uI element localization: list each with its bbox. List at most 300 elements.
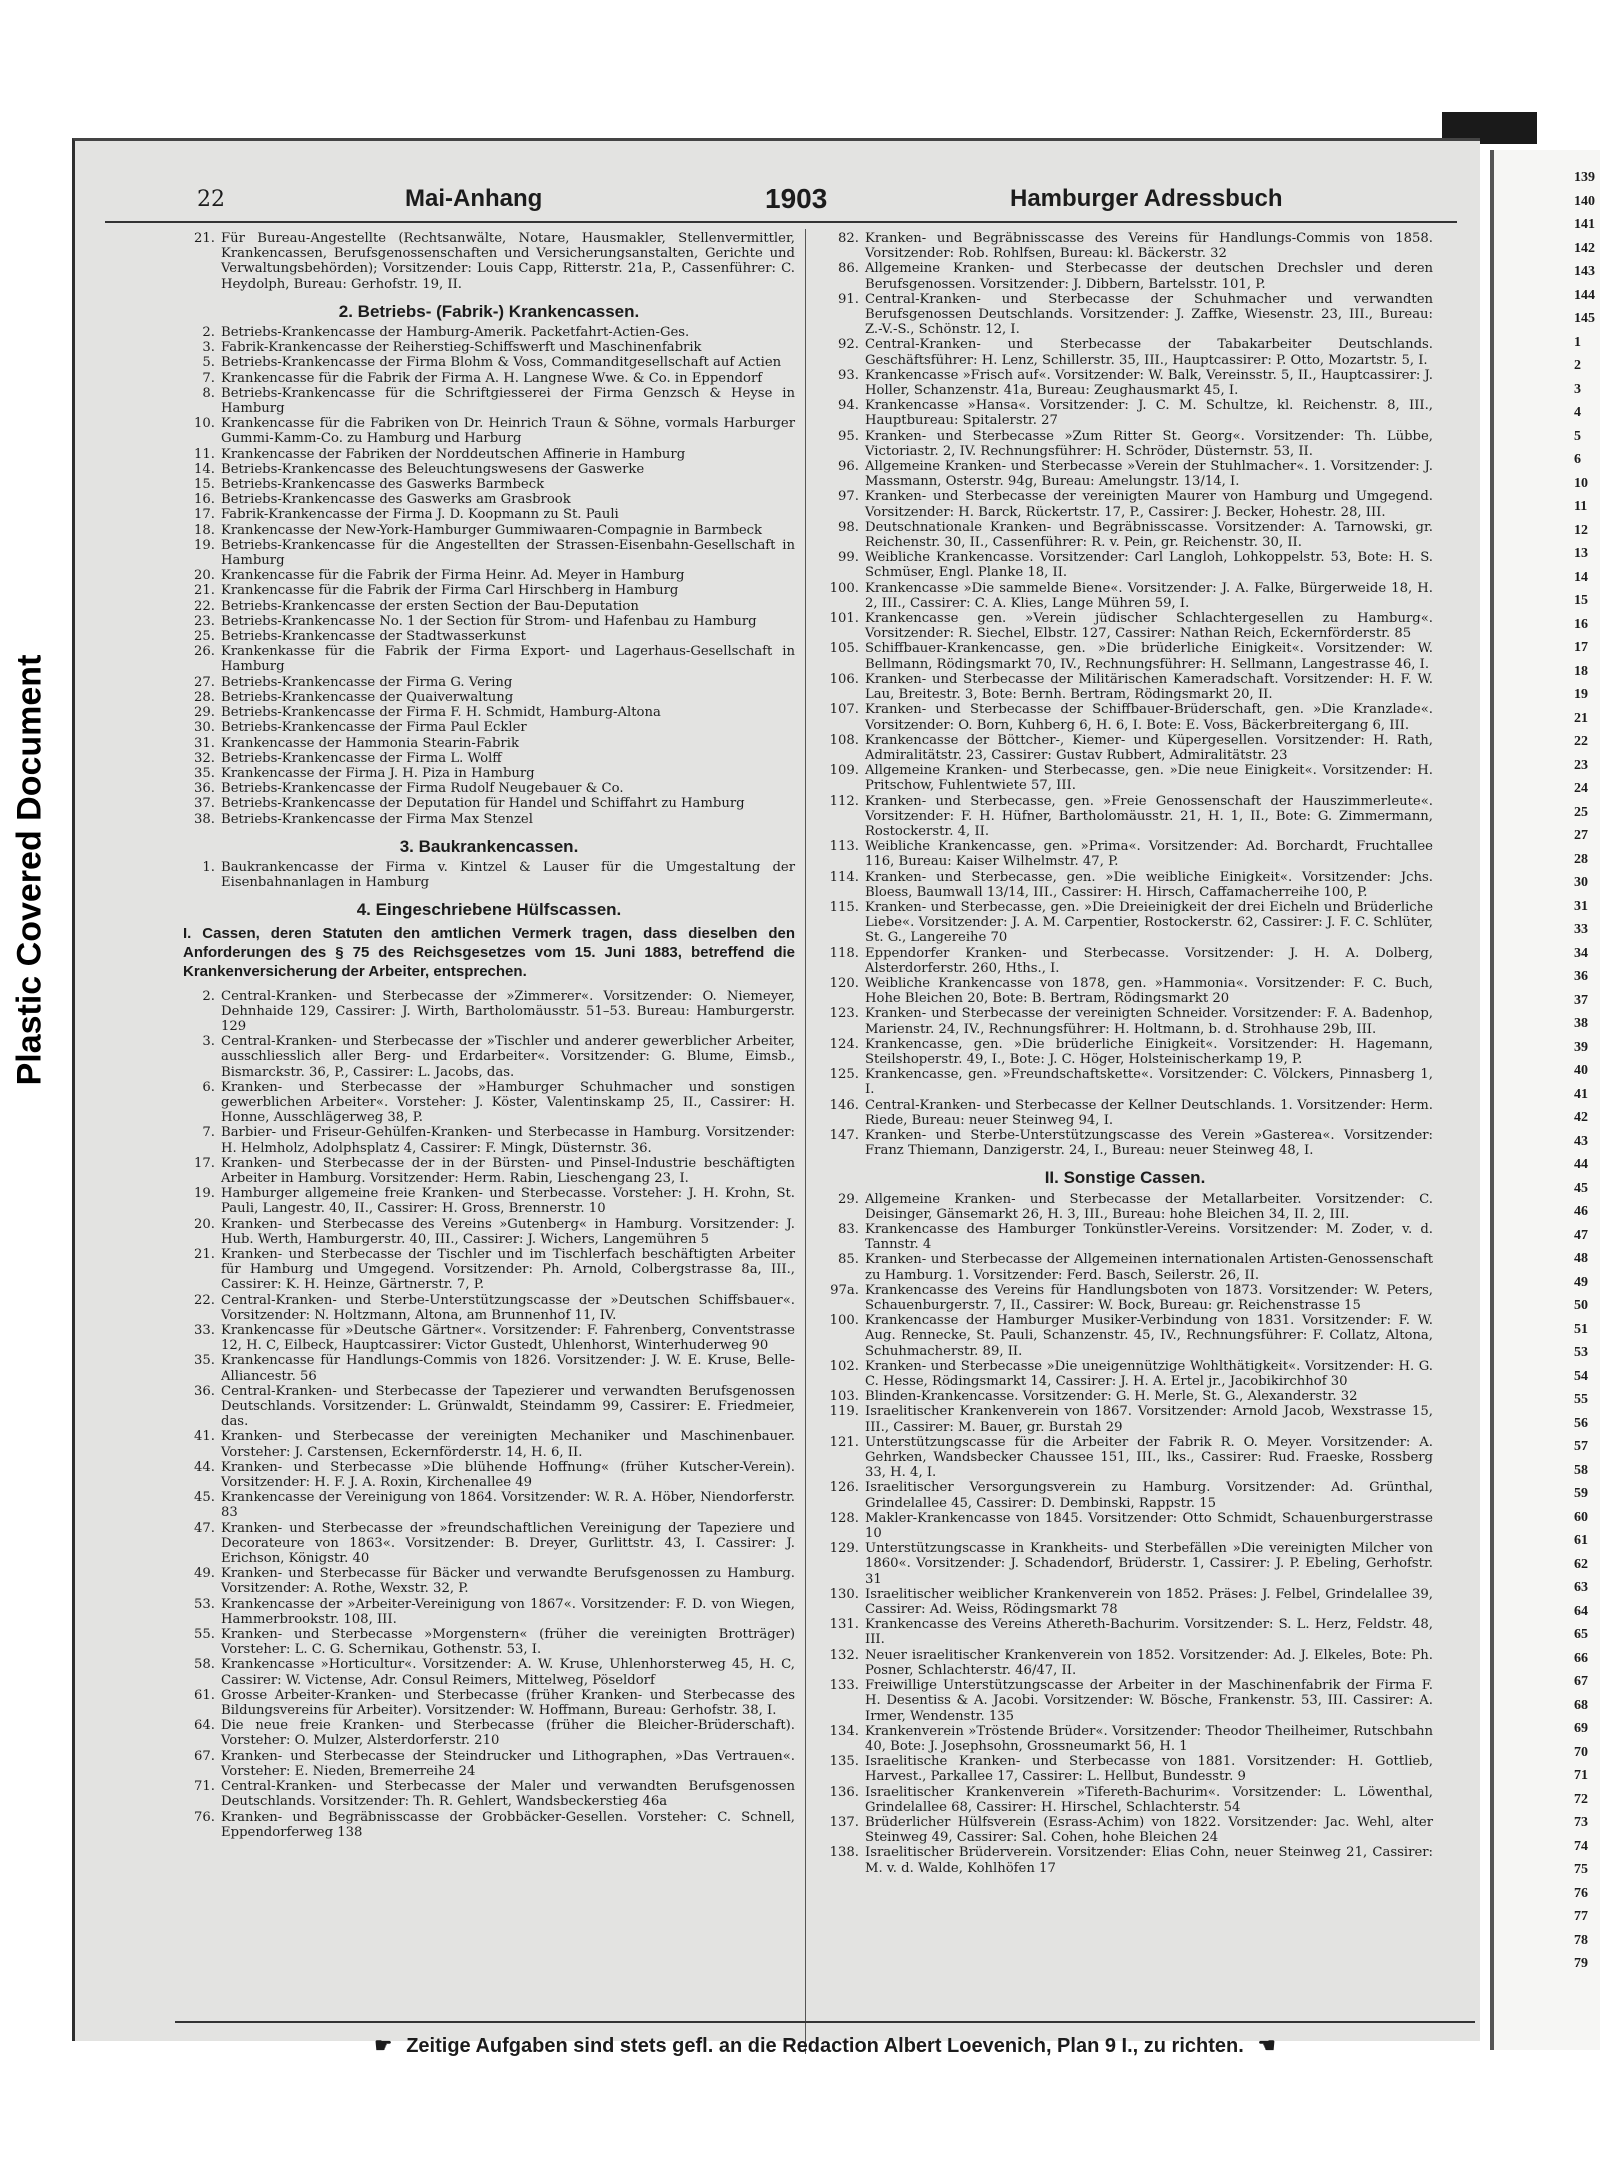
- entry-number: 14.: [194, 461, 215, 477]
- entry: [183, 1718, 795, 1748]
- entry-number: 93.: [838, 367, 859, 383]
- pointing-hand-icon: ☛: [374, 2035, 393, 2057]
- entry-number: 22.: [194, 598, 215, 614]
- entry-number: 138.: [829, 1845, 859, 1861]
- entry-text: Krankencasse für die Fabrik der Firma Carl Hirschberg in Hamburg: [221, 583, 679, 599]
- margin-number: 21: [1574, 710, 1588, 726]
- entry-text: Blinden-Krankencasse. Vorsitzender: G. H. Merle, St. G., Alexanderstr. 32: [865, 1389, 1358, 1405]
- entry-number: 53.: [194, 1596, 215, 1612]
- entry: [817, 1845, 1433, 1875]
- entry-number: 58.: [194, 1657, 215, 1673]
- entry: [817, 231, 1433, 261]
- entry: [183, 1384, 795, 1430]
- entry: [183, 462, 795, 477]
- entry-text: Kranken- und Sterbecasse, gen. »Die weibliche Einigkeit«. Vorsitzender: Jchs. Bloess, Baumwall 13/14, III., Cassirer: H. Hirsch, Caffamacherreihe 100, P.: [865, 869, 1433, 900]
- entry-number: 26.: [194, 644, 215, 660]
- book-title: Hamburger Adressbuch: [1010, 185, 1283, 212]
- entry-number: 17.: [194, 1155, 215, 1171]
- year: 1903: [765, 183, 828, 214]
- margin-number: 1: [1574, 334, 1581, 350]
- entry-text: Kranken- und Sterbecasse der »Hamburger Schuhmacher und sonstigen gewerblichen Arbeiter«. Vorsteher: J. Köster, Valentinskamp 25, II., Cassirer: H. Honne, Ausschlägerweg 38, P.: [221, 1079, 795, 1126]
- entry: [817, 1724, 1433, 1754]
- entry-number: 37.: [194, 796, 215, 812]
- entry-text: Krankenkasse für die Fabrik der Firma Export- und Lagerhaus-Gesellschaft in Hamburg: [221, 644, 795, 675]
- entry-number: 97a.: [830, 1282, 859, 1298]
- entry-number: 33.: [194, 1323, 215, 1338]
- margin-number: 54: [1574, 1368, 1588, 1384]
- entry-text: Krankencasse der »Arbeiter-Vereinigung von 1867«. Vorsitzender: F. D. von Wiegen, Hammerbrookstr. 108, III.: [221, 1596, 795, 1627]
- entry-number: 10.: [194, 416, 215, 432]
- entry: [183, 325, 795, 340]
- entry-text: Betriebs-Krankencasse der Quaiverwaltung: [221, 689, 514, 705]
- entry: [817, 1480, 1433, 1510]
- margin-number: 12: [1574, 522, 1588, 538]
- entry-text: Kranken- und Sterbecasse für Bäcker und verwandte Berufsgenossen zu Hamburg. Vorsitzender: A. Rothe, Wexstr. 32, P.: [221, 1566, 795, 1597]
- entry-text: Freiwillige Unterstützungscasse der Arbeiter in der Maschinenfabrik der Firma F. H. Desentiss & A. Jacobi. Vorsitzender: W. Bösche, Frankenstr. 53, III. Cassirer: A. Irmer, Wendenstr. 135: [865, 1678, 1433, 1724]
- entry-number: 55.: [194, 1627, 215, 1643]
- side-label: [0, 610, 60, 1130]
- margin-number: 37: [1574, 992, 1588, 1008]
- margin-number: 55: [1574, 1392, 1588, 1407]
- entry: [183, 1293, 795, 1323]
- margin-number: 15: [1574, 593, 1588, 608]
- entry-number: 19.: [194, 1186, 215, 1202]
- entry: [817, 368, 1433, 398]
- margin-number: 40: [1574, 1063, 1588, 1078]
- margin-number: 42: [1574, 1110, 1588, 1125]
- margin-number: 16: [1574, 616, 1588, 632]
- entry-text: Israelitischer Brüderverein. Vorsitzender: Elias Cohn, neuer Steinweg 21, Cassirer: M. v. d. Walde, Kohlhöfen 17: [865, 1845, 1433, 1876]
- entry: [183, 492, 795, 507]
- entry-text: Israelitischer weiblicher Krankenverein von 1852. Präses: J. Felbel, Grindelallee 39, Cassirer: Ad. Weiss, Rödingsmarkt 78: [865, 1586, 1433, 1618]
- entry-number: 96.: [838, 459, 859, 475]
- entry: [817, 1754, 1433, 1784]
- margin-number: 46: [1574, 1204, 1588, 1219]
- entry-text: Allgemeine Kranken- und Sterbecasse »Verein der Stuhlmacher«. 1. Vorsitzender: J. Massmann, Osterstr. 94g, Bureau: Amelungstr. 13/14, I.: [865, 459, 1433, 490]
- entry: [183, 477, 795, 492]
- entry-number: 123.: [829, 1006, 859, 1022]
- margin-number: 77: [1574, 1909, 1588, 1924]
- entry-text: Central-Kranken- und Sterbecasse der Tabakarbeiter Deutschlands. Geschäftsführer: H. Lenz, Schillerstr. 35, III., Hauptcassirer: P. Otto, Mozartstr. 5, I.: [865, 337, 1433, 368]
- entry-text: Kranken- und Sterbecasse der Militärischen Kameradschaft. Vorsitzender: H. F. W. Lau, Breitestr. 3, Bote: Bernh. Bertram, Rödingsmarkt 20, II.: [865, 671, 1433, 703]
- entry: [183, 629, 795, 644]
- entry-text: Krankencasse für Handlungs-Commis von 1826. Vorsitzender: J. W. E. Kruse, Belle-Alliancestr. 56: [221, 1353, 795, 1384]
- entry-text: Israelitischer Versorgungsverein zu Hamburg. Vorsitzender: Ad. Grünthal, Grindelallee 45, Cassirer: D. Dembinski, Rappstr. 15: [865, 1480, 1433, 1511]
- entry-text: Krankencasse der Vereinigung von 1864. Vorsitzender: W. R. A. Höber, Niendorferstr. 83: [221, 1490, 795, 1521]
- margin-number: 79: [1574, 1956, 1588, 1971]
- margin-number: 41: [1574, 1086, 1588, 1102]
- entry: [183, 1490, 795, 1520]
- entry-text: Betriebs-Krankencasse der Firma Rudolf Neugebauer & Co.: [221, 781, 624, 797]
- entry-number: 67.: [194, 1748, 215, 1764]
- footer-text: Zeitige Aufgaben sind stets gefl. an die Redaction Albert Loevenich, Plan 9 I., zu richten.: [406, 2035, 1244, 2057]
- left-column: [183, 231, 795, 1840]
- entry-text: Betriebs-Krankencasse No. 1 der Section für Strom- und Hafenbau zu Hamburg: [221, 613, 757, 629]
- entry: [817, 1359, 1433, 1389]
- entry-text: Kranken- und Sterbecasse »Zum Ritter St. Georg«. Vorsitzender: Th. Lübbe, Victoriastr. 2, IV. Rechnungsführer: H. Schröder, Düsternstr. 53, II.: [865, 428, 1433, 459]
- entry-text: Betriebs-Krankencasse des Gaswerks am Grasbrook: [221, 492, 571, 508]
- margin-number: 11: [1574, 499, 1588, 514]
- entry-number: 44.: [194, 1459, 215, 1475]
- entry: [817, 1815, 1433, 1845]
- entry-number: 99.: [838, 550, 859, 566]
- entry: [817, 1037, 1433, 1067]
- entry-text: Kranken- und Sterbecasse »Die uneigennützige Wohlthätigkeit«. Vorsitzender: H. G. C. Hesse, Rödingsmarkt 14, Cassirer: J. H. A. Ertel jr., Jacobikirchhof 30: [865, 1358, 1433, 1390]
- page-number: 22: [197, 187, 225, 212]
- entry-number: 137.: [829, 1814, 859, 1830]
- section-4-intro: I. Cassen, deren Statuten den amtlichen Vermerk tragen, dass dieselben den Anforderungen des § 75 des Reichsgesetzes vom 15. Juni 1883, betreffend die Krankenversicherung der Arbeiter, entsprechen.: [183, 924, 795, 980]
- entry: [817, 1541, 1433, 1587]
- entry: [183, 599, 795, 614]
- entry-text: Betriebs-Krankencasse der Firma Paul Eckler: [221, 720, 527, 736]
- entry-number: 15.: [194, 477, 215, 493]
- margin-number: 24: [1574, 781, 1588, 796]
- section-title: Mai-Anhang: [405, 185, 543, 212]
- entry-text: Makler-Krankencasse von 1845. Vorsitzender: Otto Schmidt, Schauenburgerstrasse 10: [865, 1510, 1433, 1542]
- entry: [817, 763, 1433, 793]
- page-header: [105, 181, 1457, 223]
- entry: [817, 1511, 1433, 1541]
- entry-text: Central-Kranken- und Sterbe-Unterstützungscasse der »Deutschen Schiffsbauer«. Vorsitzender: N. Holtzmann, Altona, am Brunnenhof 11, IV.: [221, 1292, 795, 1323]
- entry-text: Kranken- und Sterbecasse der Steindrucker und Lithographen, »Das Vertrauen«. Vorsteher: E. Nieden, Bremerreihe 24: [221, 1748, 795, 1779]
- entry: [817, 1435, 1433, 1481]
- entry: [817, 1098, 1433, 1128]
- margin-number: 73: [1574, 1815, 1588, 1830]
- entry: [817, 550, 1433, 580]
- margin-number: 14: [1574, 569, 1588, 585]
- margin-number: 68: [1574, 1697, 1588, 1713]
- entry-number: 91.: [838, 291, 859, 307]
- entry: [817, 1252, 1433, 1282]
- margin-number: 62: [1574, 1556, 1588, 1572]
- entry-number: 20.: [194, 568, 215, 584]
- entry: [817, 870, 1433, 900]
- section-heading-4: 4. Eingeschriebene Hülfscassen.: [356, 900, 622, 920]
- margin-number: 39: [1574, 1039, 1588, 1055]
- margin-number: 28: [1574, 851, 1588, 867]
- entry: [183, 231, 795, 292]
- entry: [817, 794, 1433, 840]
- entry-text: Krankencasse »Frisch auf«. Vorsitzender: W. Balk, Vereinsstr. 5, II., Hauptcassirer: J. Holler, Schanzenstr. 41a, Bureau: Zeughausmarkt 45, I.: [865, 367, 1433, 399]
- entry-text: Israelitische Kranken- und Sterbecasse von 1881. Vorsitzender: H. Gottlieb, Harvest., Parkallee 17, Cassirer: L. Hellbut, Bundesstr. 9: [865, 1754, 1433, 1785]
- entry-text: Betriebs-Krankencasse der Firma F. H. Schmidt, Hamburg-Altona: [221, 705, 661, 721]
- entry-number: 35.: [194, 1353, 215, 1369]
- entry: [183, 1460, 795, 1490]
- entry-text: Krankencasse, gen. »Die brüderliche Einigkeit«. Vorsitzender: H. Hagemann, Steilshoperstr. 49, I., Bote: J. C. Höger, Holsteinischerkamp 19, P.: [865, 1036, 1433, 1067]
- entry: [183, 1156, 795, 1186]
- entry: [817, 1283, 1433, 1313]
- entry-number: 7.: [202, 1125, 215, 1141]
- margin-number: 144: [1574, 287, 1595, 303]
- entry-number: 25.: [194, 629, 215, 645]
- margin-number: 145: [1574, 311, 1595, 326]
- entry-number: 41.: [194, 1429, 215, 1445]
- entry-text: Central-Kranken- und Sterbecasse der Kellner Deutschlands. 1. Vorsitzender: Herm. Riede, Bureau: neuer Steinweg 94, I.: [865, 1097, 1433, 1128]
- entry: [183, 1429, 795, 1459]
- entry: [817, 1006, 1433, 1036]
- margin-number: 63: [1574, 1580, 1588, 1595]
- margin-number: 19: [1574, 687, 1588, 702]
- entry: [817, 733, 1433, 763]
- margin-number: 141: [1574, 217, 1595, 232]
- entry-number: 109.: [829, 763, 859, 779]
- margin-number: 139: [1574, 170, 1595, 185]
- entry-number: 118.: [829, 945, 859, 961]
- entry: [817, 1785, 1433, 1815]
- entry-number: 76.: [194, 1809, 215, 1825]
- entry-text: Central-Kranken- und Sterbecasse der »Tischler und anderer gewerblicher Arbeiter, ausschliesslich aller Berg- und Erdarbeiter«. Vorsitzender: G. Blume, Eimsb., Bismarckstr. 36, P., Cassirer: L. Jacobs, das.: [221, 1034, 795, 1080]
- entry-number: 18.: [194, 522, 215, 538]
- entry-number: 114.: [829, 869, 859, 885]
- entry: [817, 520, 1433, 550]
- entry-number: 3.: [202, 1034, 215, 1050]
- pointing-hand-icon: ☚: [1257, 2035, 1276, 2057]
- entry-text: Krankenverein »Tröstende Brüder«. Vorsitzender: Theodor Theilheimer, Rutschbahn 40, Bote: J. Josephsohn, Grossneumarkt 56, H. 1: [865, 1723, 1433, 1754]
- margin-number: 38: [1574, 1016, 1588, 1031]
- entry: [817, 1678, 1433, 1724]
- margin-number: 27: [1574, 828, 1588, 843]
- entry: [817, 946, 1433, 976]
- entry-text: Central-Kranken- und Sterbecasse der Maler und verwandten Berufsgenossen Deutschlands. Vorsitzender: Th. R. Gehlert, Wandsbeckerstieg 46a: [221, 1779, 795, 1810]
- entry-text: Brüderlicher Hülfsverein (Esrass-Achim) von 1822. Vorsitzender: Jac. Wehl, alter Steinweg 49, Cassirer: Sal. Cohen, hohe Bleichen 24: [865, 1814, 1433, 1846]
- margin-number: 74: [1574, 1838, 1588, 1854]
- entry-number: 100.: [829, 580, 859, 596]
- entry-number: 22.: [194, 1292, 215, 1308]
- entry-number: 61.: [194, 1687, 215, 1703]
- entry-number: 132.: [829, 1647, 859, 1663]
- section-heading-2: 2. Betriebs- (Fabrik-) Krankencassen.: [338, 301, 640, 321]
- entry-text: Allgemeine Kranken- und Sterbecasse der deutschen Drechsler und deren Berufsgenossen. Vorsitzender: J. Dibbern, Bartelsstr. 101, P.: [865, 261, 1433, 292]
- section-2-list: [183, 325, 795, 827]
- entry: [817, 261, 1433, 291]
- entry: [183, 614, 795, 629]
- margin-number: 72: [1574, 1791, 1588, 1807]
- entry: [183, 1749, 795, 1779]
- margin-number: 75: [1574, 1862, 1588, 1877]
- entry: [183, 416, 795, 446]
- entry-number: 120.: [829, 975, 859, 991]
- entry-text: Baukrankencasse der Firma v. Kintzel & Lauser für die Umgestaltung der Eisenbahnanlagen in Hamburg: [221, 859, 795, 891]
- margin-number: 59: [1574, 1486, 1588, 1501]
- margin-number: 143: [1574, 264, 1595, 279]
- entry: [817, 1067, 1433, 1097]
- entry-number: 135.: [829, 1754, 859, 1770]
- entry-text: Krankencasse »Die sammelde Biene«. Vorsitzender: J. A. Falke, Bürgerweide 18, H. 2, III., Cassirer: C. A. Klies, Lange Mühren 59, I.: [865, 580, 1433, 611]
- entry-text: Kranken- und Sterbecasse der in der Bürsten- und Pinsel-Industrie beschäftigten Arbeiter in Hamburg. Vorsitzender: Herm. Rabin, Lieschengang 23, I.: [221, 1155, 795, 1186]
- entry-number: 100.: [829, 1313, 859, 1329]
- entry: [817, 489, 1433, 519]
- document-page: [72, 138, 1480, 2057]
- entry-number: 147.: [829, 1127, 859, 1143]
- entry-number: 106.: [829, 671, 859, 687]
- entry: [817, 839, 1433, 869]
- entry-number: 1.: [202, 859, 215, 875]
- section-3-list: [183, 860, 795, 890]
- margin-number: 43: [1574, 1133, 1588, 1149]
- entry-number: 2.: [202, 325, 215, 341]
- entry: [183, 796, 795, 811]
- margin-number: 13: [1574, 546, 1588, 561]
- margin-number: 47: [1574, 1227, 1588, 1243]
- entry-number: 21.: [194, 231, 215, 246]
- entry-text: Krankencasse für »Deutsche Gärtner«. Vorsitzender: F. Fahrenberg, Conventstrasse 12, H. C, Eilbeck, Hauptcassirer: Victor Gustedt, Uhlenhorst, Winterhuderweg 90: [221, 1323, 795, 1354]
- entry-text: Unterstützungscasse in Krankheits- und Sterbefällen »Die vereinigten Milcher von 1860«. Vorsitzender: J. Schadendorf, Brüderstr. 1, Cassirer: J. P. Ebeling, Gerhofstr. 31: [865, 1541, 1433, 1587]
- adjacent-page-edge: [1490, 150, 1494, 2050]
- entry-number: 47.: [194, 1520, 215, 1536]
- page-content: [105, 181, 1457, 1876]
- entry-number: 16.: [194, 492, 215, 508]
- margin-number: 64: [1574, 1603, 1588, 1619]
- entry-text: Hamburger allgemeine freie Kranken- und Sterbecasse. Vorsteher: J. H. Krohn, St. Pauli, Langestr. 40, II., Cassirer: H. Gross, Brennerstr. 10: [221, 1186, 795, 1217]
- margin-number: 18: [1574, 663, 1588, 679]
- entry-number: 131.: [829, 1617, 859, 1633]
- entry: [817, 1222, 1433, 1252]
- entry: [183, 751, 795, 766]
- entry: [183, 371, 795, 386]
- entry-text: Weibliche Krankencasse von 1878, gen. »Hammonia«. Vorsitzender: F. C. Buch, Hohe Bleichen 20, Bote: B. Bertram, Rödingsmarkt 20: [865, 975, 1433, 1007]
- margin-number: 48: [1574, 1251, 1588, 1266]
- entry: [817, 672, 1433, 702]
- entry-number: 27.: [194, 674, 215, 690]
- entry-number: 82.: [838, 231, 859, 246]
- entry: [817, 611, 1433, 641]
- margin-number: 65: [1574, 1627, 1588, 1642]
- entry: [183, 507, 795, 522]
- entry-text: Betriebs-Krankencasse der Firma G. Vering: [221, 674, 513, 690]
- entry: [183, 705, 795, 720]
- entry: [183, 1217, 795, 1247]
- margin-number: 2: [1574, 358, 1581, 373]
- entry: [183, 568, 795, 583]
- margin-number: 66: [1574, 1650, 1588, 1666]
- entry: [183, 340, 795, 355]
- entry-number: 107.: [829, 702, 859, 718]
- margin-number: 56: [1574, 1415, 1588, 1431]
- margin-number: 3: [1574, 381, 1581, 397]
- entry-number: 8.: [202, 385, 215, 401]
- entry-number: 32.: [194, 750, 215, 766]
- entry-number: 121.: [829, 1434, 859, 1450]
- entry-number: 108.: [829, 732, 859, 748]
- entry-text: Allgemeine Kranken- und Sterbecasse, gen. »Die neue Einigkeit«. Vorsitzender: H. Pritschow, Fuhlentwiete 57, III.: [865, 763, 1433, 794]
- entry: [183, 644, 795, 674]
- entry: [183, 1080, 795, 1126]
- entry-number: 134.: [829, 1723, 859, 1739]
- right-column: [817, 231, 1433, 1876]
- entry-text: Eppendorfer Kranken- und Sterbecasse. Vorsitzender: J. H. A. Dolberg, Alsterdorferstr. 260, Hths., I.: [865, 945, 1433, 976]
- margin-number: 49: [1574, 1274, 1588, 1290]
- margin-number: 31: [1574, 898, 1588, 914]
- entry: [817, 1389, 1433, 1404]
- margin-number: 5: [1574, 428, 1581, 444]
- entry-text: Israelitischer Krankenverein »Tifereth-Bachurim«. Vorsitzender: L. Löwenthal, Grindelallee 68, Cassirer: H. Hirschel, Schlachterstr. 54: [865, 1784, 1433, 1815]
- entry-text: Kranken- und Sterbecasse, gen. »Die Dreieinigkeit der drei Eicheln und Brüderliche Liebe«. Vorsitzender: J. A. M. Carpentier, Rostockerstr. 62, Cassirer: J. F. C. Schlüter, St. G., Langereihe 70: [865, 899, 1433, 946]
- entry-number: 128.: [829, 1510, 859, 1526]
- entry: [183, 447, 795, 462]
- entry-text: Kranken- und Sterbecasse der »freundschaftlichen Vereinigung der Tapeziere und Decorateure von 1863«. Vorsitzender: B. Dreyer, Gurlittstr. 43, I. Cassirer: J. Erichson, Königstr. 40: [221, 1520, 795, 1567]
- section-heading-ii: II. Sonstige Cassen.: [1044, 1168, 1206, 1188]
- entry-number: 49.: [194, 1566, 215, 1582]
- entry-text: Weibliche Krankencasse. Vorsitzender: Carl Langloh, Lohkoppelstr. 53, Bote: H. S. Schmüser, Engl. Planke 18, II.: [865, 550, 1433, 581]
- entry-text: Krankencasse des Hamburger Tonkünstler-Vereins. Vorsitzender: M. Zoder, v. d. Tannstr. 4: [865, 1222, 1433, 1253]
- entry-number: 19.: [194, 537, 215, 553]
- entry: [817, 1587, 1433, 1617]
- entry-text: Neuer israelitischer Krankenverein von 1852. Vorsitzender: Ad. J. Elkeles, Bote: Ph. Posner, Schlachterstr. 46/47, II.: [865, 1647, 1433, 1678]
- entry-text: Fabrik-Krankencasse der Firma J. D. Koopmann zu St. Pauli: [221, 507, 619, 523]
- entry-text: Allgemeine Kranken- und Sterbecasse der Metallarbeiter. Vorsitzender: C. Deisinger, Gänsemarkt 26, H. 3, III., Bureau: hohe Bleichen 34, II. 2, III.: [865, 1191, 1433, 1222]
- entry: [183, 386, 795, 416]
- entry-text: Kranken- und Sterbecasse der vereinigten Maurer von Hamburg und Umgegend. Vorsitzender: H. Barck, Rückertstr. 17, P., Cassirer: J. Becker, Hohestr. 28, III.: [865, 489, 1433, 520]
- entry-text: Betriebs-Krankencasse der Deputation für Handel und Schiffahrt zu Hamburg: [221, 796, 745, 812]
- entry-number: 113.: [829, 839, 859, 855]
- entry-text: Krankencasse des Vereins für Handlungsboten von 1873. Vorsitzender: W. Peters, Schauenburgerstr. 7, II., Cassirer: W. Bock, Bureau: gr. Reichenstrasse 15: [865, 1282, 1433, 1314]
- entry-number: 21.: [194, 1246, 215, 1262]
- entry-number: 7.: [202, 370, 215, 386]
- margin-number: 53: [1574, 1345, 1588, 1360]
- entry: [817, 976, 1433, 1006]
- entry: [183, 1657, 795, 1687]
- entry: [817, 1648, 1433, 1678]
- margin-number: 71: [1574, 1768, 1588, 1783]
- entry-text: Kranken- und Sterbe-Unterstützungscasse des Verein »Gasterea«. Vorsitzender: Franz Thiemann, Danzigerstr. 24, I., Bureau: neuer Steinweg 48, I.: [865, 1127, 1433, 1159]
- entry-number: 29.: [194, 705, 215, 721]
- entry-text: Fabrik-Krankencasse der Reiherstieg-Schiffswerft und Maschinenfabrik: [221, 340, 702, 356]
- entry-number: 2.: [202, 988, 215, 1004]
- margin-number: 70: [1574, 1744, 1588, 1760]
- entry: [183, 1688, 795, 1718]
- margin-number: 36: [1574, 969, 1588, 984]
- entry-text: Kranken- und Sterbecasse, gen. »Freie Genossenschaft der Hauszimmerleute«. Vorsitzender: F. H. Hüfner, Bartholomäusstr. 21, H. 1, II., Bote: G. Zimmermann, Rostockerstr. 4, II.: [865, 793, 1433, 839]
- entry: [817, 292, 1433, 338]
- entry: [183, 720, 795, 735]
- entry-number: 136.: [829, 1784, 859, 1800]
- entry: [183, 1566, 795, 1596]
- entry: [817, 581, 1433, 611]
- entry: [183, 812, 795, 827]
- entry-text: Krankencasse für die Fabrik der Firma A. H. Langnese Wwe. & Co. in Eppendorf: [221, 370, 763, 386]
- entry-text: Krankencasse der Hamburger Musiker-Verbindung von 1831. Vorsitzender: F. W. Aug. Renneckе, St. Pauli, Schanzenstr. 45, IV., Rechnungsführer: F. Collatz, Altona, Schuhmacherstr. 89, II.: [865, 1313, 1433, 1359]
- margin-number: 10: [1574, 475, 1588, 491]
- entry-number: 86.: [838, 261, 859, 277]
- entry-number: 28.: [194, 689, 215, 705]
- entry-number: 20.: [194, 1216, 215, 1232]
- entry: [183, 1186, 795, 1216]
- margin-number: 76: [1574, 1885, 1588, 1901]
- entry-number: 83.: [838, 1222, 859, 1237]
- entry-number: 11.: [194, 446, 215, 462]
- entry-text: Central-Kranken- und Sterbecasse der Schuhmacher und verwandten Berufsgenossen Deutschlands. Vorsitzender: J. Zaffke, Wiesenstr. 23, III., Bureau: Z.-V.-S., Schönstr. 12, I.: [865, 291, 1433, 338]
- entry: [183, 355, 795, 370]
- entry: [183, 1034, 795, 1080]
- section-4-list: [183, 989, 795, 1840]
- margin-number: 22: [1574, 734, 1588, 749]
- entry-number: 36.: [194, 781, 215, 797]
- margin-number: 78: [1574, 1932, 1588, 1948]
- entry-number: 23.: [194, 613, 215, 629]
- entry-text: Krankencasse der New-York-Hamburger Gummiwaaren-Compagnie in Barmbeck: [221, 522, 763, 538]
- entry: [183, 766, 795, 781]
- entry-text: Weibliche Krankencasse, gen. »Prima«. Vorsitzender: Ad. Borchardt, Fruchtallee 116, Bureau: Kaiser Wilhelmstr. 47, P.: [865, 839, 1433, 870]
- entry-number: 38.: [194, 811, 215, 827]
- entry-number: 112.: [829, 793, 859, 809]
- entry-text: Betriebs-Krankencasse des Beleuchtungswesens der Gaswerke: [221, 461, 645, 477]
- margin-number: 4: [1574, 405, 1581, 420]
- margin-number: 23: [1574, 757, 1588, 773]
- entry-text: Unterstützungscasse für die Arbeiter der Fabrik R. O. Meyer. Vorsitzender: A. Gehrken, Wandsbecker Chaussee 151, III., lks., Cassirer: Rud. Fraeske, Rossberg 33, H. 4, I.: [865, 1434, 1433, 1481]
- entry-text: Kranken- und Sterbecasse der vereinigten Mechaniker und Maschinenbauer. Vorsteher: J. Carstensen, Eckernförderstr. 14, H. 6, II.: [221, 1429, 795, 1460]
- entry-text: Krankencasse gen. »Verein jüdischer Schlachtergesellen zu Hamburg«. Vorsitzender: R. Siechel, Elbstr. 127, Cassirer: Nathan Reich, Eckernförderstr. 85: [865, 611, 1433, 642]
- right-list: [817, 231, 1433, 1158]
